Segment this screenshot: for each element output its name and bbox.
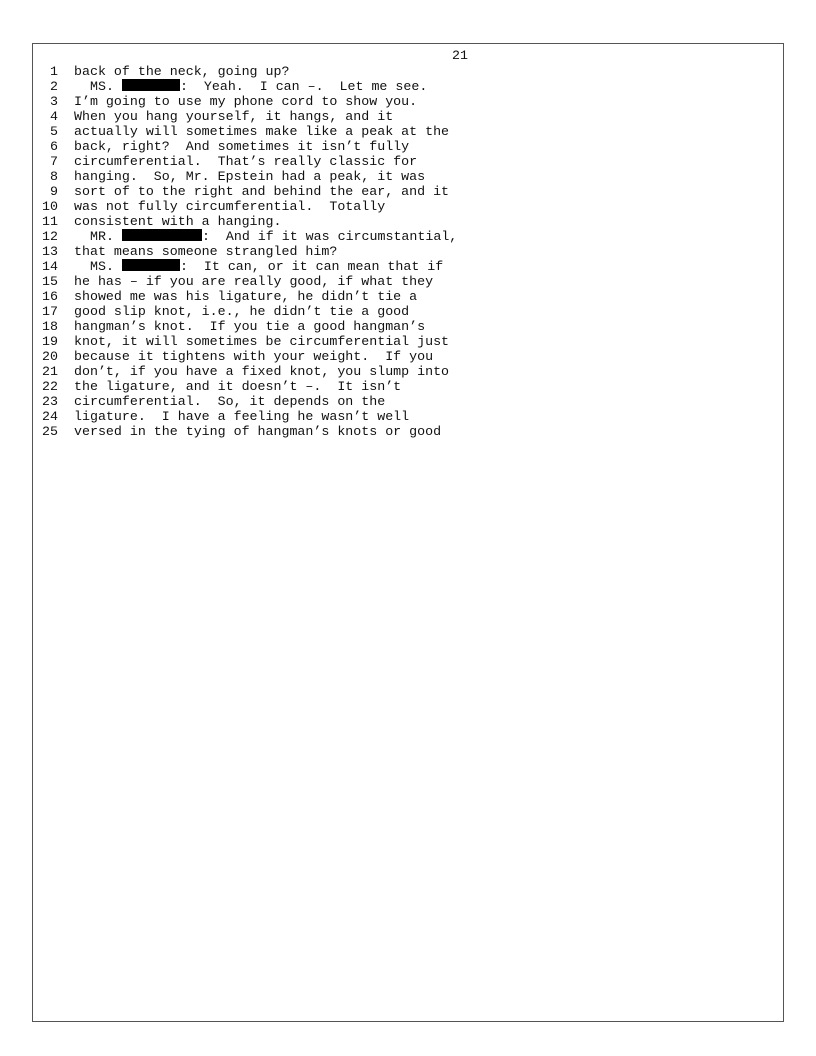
line-number: 10 bbox=[42, 198, 58, 214]
line-text: actually will sometimes make like a peak at the bbox=[74, 123, 450, 139]
line-text: consistent with a hanging. bbox=[74, 213, 282, 229]
transcript-line bbox=[30, 289, 590, 304]
transcript-line bbox=[30, 319, 590, 334]
transcript-line bbox=[30, 199, 590, 214]
line-text: ligature. I have a feeling he wasn’t well bbox=[74, 408, 410, 424]
line-text: circumferential. So, it depends on the bbox=[74, 393, 386, 409]
transcript-lines bbox=[30, 64, 590, 439]
line-number: 21 bbox=[42, 363, 58, 379]
transcript-line bbox=[30, 139, 590, 154]
transcript-line bbox=[30, 214, 590, 229]
transcript-line bbox=[30, 184, 590, 199]
transcript-line bbox=[30, 364, 590, 379]
line-number: 20 bbox=[42, 348, 58, 364]
line-number: 15 bbox=[42, 273, 58, 289]
line-number: 4 bbox=[50, 108, 58, 124]
speaker-label: MR. bbox=[90, 228, 114, 244]
transcript-line bbox=[30, 169, 590, 184]
line-text: showed me was his ligature, he didn’t tie a bbox=[74, 288, 418, 304]
line-number: 17 bbox=[42, 303, 58, 319]
transcript-line bbox=[30, 109, 590, 124]
transcript-line bbox=[30, 154, 590, 169]
transcript-line bbox=[30, 394, 590, 409]
line-number: 1 bbox=[50, 63, 58, 79]
line-text: back of the neck, going up? bbox=[74, 63, 290, 79]
page-number: 21 bbox=[452, 48, 468, 63]
line-number: 2 bbox=[50, 78, 58, 94]
line-text: don’t, if you have a fixed knot, you slump into bbox=[74, 363, 450, 379]
line-text: because it tightens with your weight. If you bbox=[74, 348, 434, 364]
line-number: 8 bbox=[50, 168, 58, 184]
line-text: I’m going to use my phone cord to show you. bbox=[74, 93, 418, 109]
line-number: 24 bbox=[42, 408, 58, 424]
transcript-line bbox=[30, 304, 590, 319]
line-text: the ligature, and it doesn’t –. It isn’t bbox=[74, 378, 402, 394]
line-text: he has – if you are really good, if what they bbox=[74, 273, 434, 289]
speaker-remark: : Yeah. I can –. Let me see. bbox=[179, 78, 428, 94]
line-number: 22 bbox=[42, 378, 58, 394]
speaker-label: MS. bbox=[90, 78, 114, 94]
speaker-label: MS. bbox=[90, 258, 114, 274]
redaction-block bbox=[122, 259, 180, 271]
line-number: 3 bbox=[50, 93, 58, 109]
transcript-line bbox=[30, 79, 590, 94]
line-text: that means someone strangled him? bbox=[74, 243, 338, 259]
line-text: versed in the tying of hangman’s knots or good bbox=[74, 423, 442, 439]
transcript-line bbox=[30, 124, 590, 139]
line-text bbox=[74, 79, 427, 94]
line-number: 16 bbox=[42, 288, 58, 304]
line-text bbox=[74, 229, 457, 244]
line-number: 13 bbox=[42, 243, 58, 259]
transcript-line bbox=[30, 379, 590, 394]
redaction-block bbox=[122, 229, 202, 241]
transcript-line bbox=[30, 64, 590, 79]
line-text: sort of to the right and behind the ear, and it bbox=[74, 183, 450, 199]
line-text: was not fully circumferential. Totally bbox=[74, 198, 386, 214]
line-text: When you hang yourself, it hangs, and it bbox=[74, 108, 394, 124]
transcript-line bbox=[30, 94, 590, 109]
line-number: 23 bbox=[42, 393, 58, 409]
line-number: 19 bbox=[42, 333, 58, 349]
speaker-remark: : It can, or it can mean that if bbox=[179, 258, 444, 274]
line-number: 25 bbox=[42, 423, 58, 439]
speaker-remark: : And if it was circumstantial, bbox=[201, 228, 458, 244]
redaction-block bbox=[122, 79, 180, 91]
line-number: 5 bbox=[50, 123, 58, 139]
line-number: 11 bbox=[42, 213, 58, 229]
transcript-line bbox=[30, 259, 590, 274]
transcript-line bbox=[30, 229, 590, 244]
transcript-line bbox=[30, 409, 590, 424]
line-text: good slip knot, i.e., he didn’t tie a good bbox=[74, 303, 410, 319]
line-text: knot, it will sometimes be circumferential just bbox=[74, 333, 450, 349]
line-text: hangman’s knot. If you tie a good hangman’s bbox=[74, 318, 426, 334]
transcript-line bbox=[30, 334, 590, 349]
line-number: 14 bbox=[42, 258, 58, 274]
line-text: circumferential. That’s really classic for bbox=[74, 153, 418, 169]
line-text bbox=[74, 259, 443, 274]
transcript-line bbox=[30, 349, 590, 364]
transcript-line bbox=[30, 244, 590, 259]
line-text: back, right? And sometimes it isn’t fully bbox=[74, 138, 410, 154]
line-number: 9 bbox=[50, 183, 58, 199]
line-number: 12 bbox=[42, 228, 58, 244]
transcript-line bbox=[30, 274, 590, 289]
line-text: hanging. So, Mr. Epstein had a peak, it was bbox=[74, 168, 426, 184]
transcript-line bbox=[30, 424, 590, 439]
line-number: 6 bbox=[50, 138, 58, 154]
line-number: 7 bbox=[50, 153, 58, 169]
line-number: 18 bbox=[42, 318, 58, 334]
